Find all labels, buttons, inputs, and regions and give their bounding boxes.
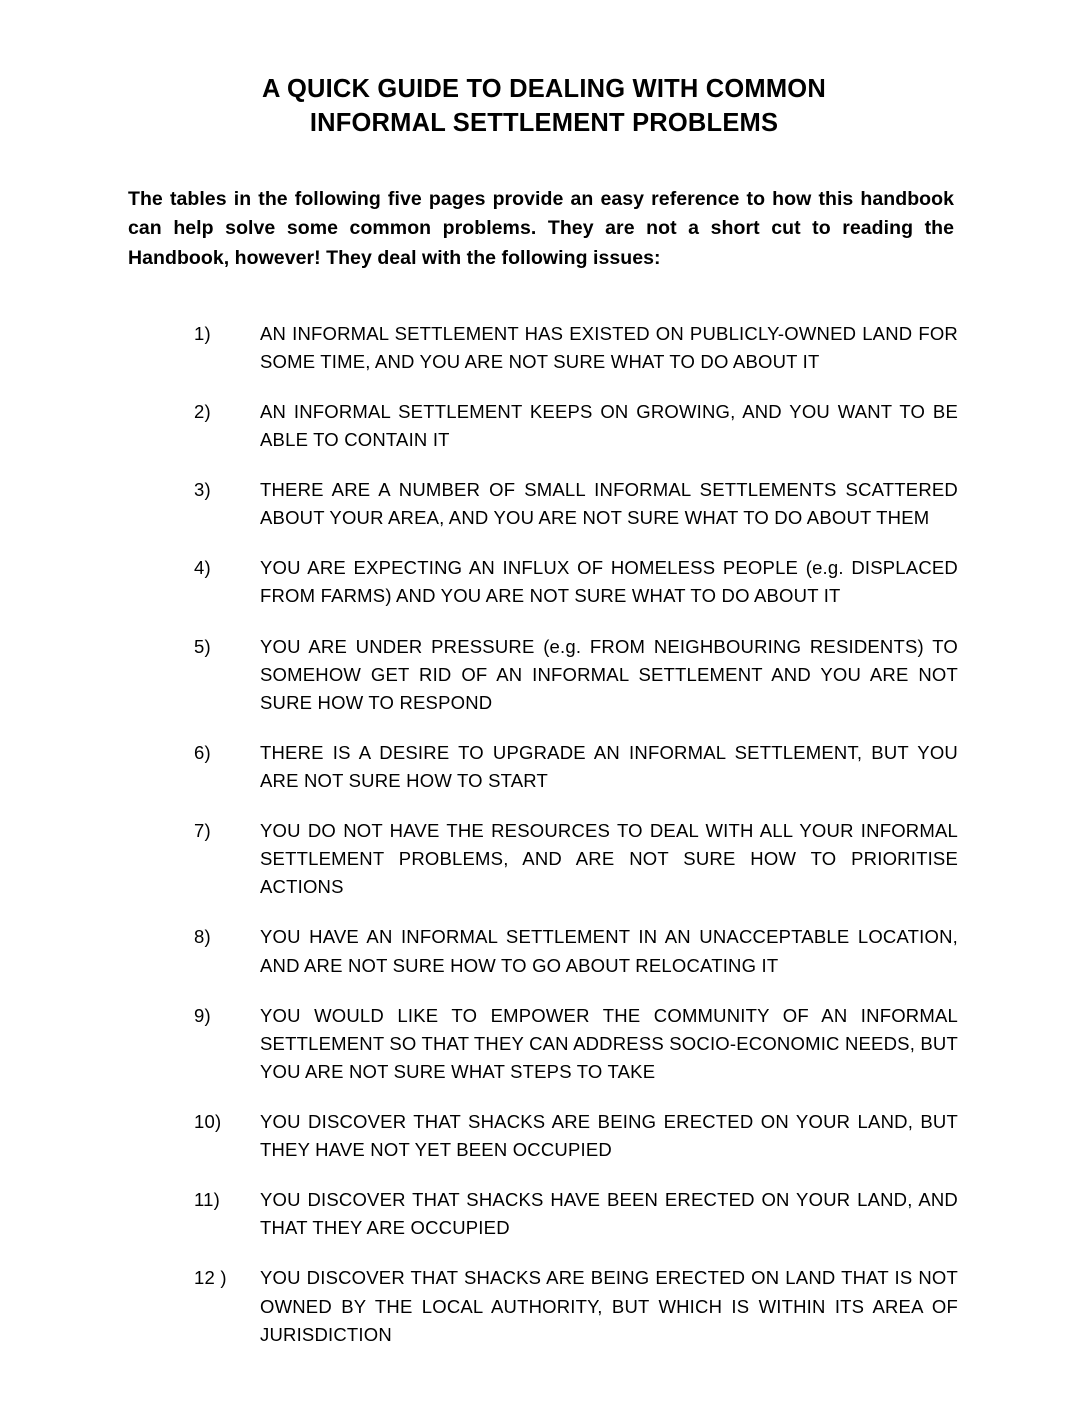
list-item-number: 8) <box>194 926 211 948</box>
page-title-line-1: A QUICK GUIDE TO DEALING WITH COMMON <box>262 75 826 103</box>
list-item <box>194 398 960 454</box>
list-item-text: THERE IS A DESIRE TO UPGRADE AN INFORMAL SETTLEMENT, BUT YOU ARE NOT SURE HOW TO START <box>260 741 958 792</box>
list-item <box>194 1002 960 1086</box>
list-item-number: 5) <box>194 635 211 657</box>
list-item-number: 10) <box>194 1111 222 1133</box>
list-item-text: THERE ARE A NUMBER OF SMALL INFORMAL SETTLEMENTS SCATTERED ABOUT YOUR AREA, AND YOU ARE NOT SURE WHAT TO DO ABOUT THEM <box>260 479 958 529</box>
list-item-text: YOU DISCOVER THAT SHACKS ARE BEING ERECTED ON LAND THAT IS NOT OWNED BY THE LOCAL AUTHORITY, BUT WHICH IS WITHIN ITS AREA OF JURISDICTION <box>260 1267 958 1345</box>
list-item-text: YOU ARE EXPECTING AN INFLUX OF HOMELESS PEOPLE (e.g. DISPLACED FROM FARMS) AND YOU ARE NOT SURE WHAT TO DO ABOUT IT <box>260 557 958 607</box>
list-item <box>194 1108 960 1164</box>
list-item-text: YOU ARE UNDER PRESSURE (e.g. FROM NEIGHBOURING RESIDENTS) TO SOMEHOW GET RID OF AN INFORMAL SETTLEMENT AND YOU ARE NOT SURE HOW TO RESPOND <box>260 635 958 713</box>
list-item-text: YOU HAVE AN INFORMAL SETTLEMENT IN AN UNACCEPTABLE LOCATION, AND ARE NOT SURE HOW TO GO ABOUT RELOCATING IT <box>260 926 958 976</box>
list-item <box>194 1264 960 1348</box>
list-item-number: 6) <box>194 741 211 763</box>
list-item-number: 1) <box>194 322 211 344</box>
page-title-line-2: INFORMAL SETTLEMENT PROBLEMS <box>309 109 779 138</box>
intro-paragraph: The tables in the following five pages provide an easy reference to how this handbook can help solve some common problems. They are not a short cut to reading the Handbook, however! They deal with the following issues: <box>128 187 954 270</box>
list-item-number: 2) <box>194 400 211 422</box>
list-item-text: YOU DISCOVER THAT SHACKS HAVE BEEN ERECTED ON YOUR LAND, AND THAT THEY ARE OCCUPIED <box>260 1189 958 1239</box>
list-item-number: 4) <box>194 557 211 579</box>
list-item-number: 11) <box>194 1189 220 1211</box>
list-item <box>194 320 960 376</box>
list-item <box>194 554 960 610</box>
list-item-text: AN INFORMAL SETTLEMENT HAS EXISTED ON PUBLICLY-OWNED LAND FOR SOME TIME, AND YOU ARE NOT SURE WHAT TO DO ABOUT IT <box>260 322 958 372</box>
list-item <box>194 739 960 795</box>
list-item <box>194 633 960 717</box>
list-item-number: 3) <box>194 479 211 501</box>
list-item-text: AN INFORMAL SETTLEMENT KEEPS ON GROWING, AND YOU WANT TO BE ABLE TO CONTAIN IT <box>260 400 958 451</box>
list-item-number: 9) <box>194 1004 211 1026</box>
list-item-number: 7) <box>194 820 211 842</box>
list-item <box>194 923 960 979</box>
page-title <box>128 72 960 141</box>
list-item-text: YOU DISCOVER THAT SHACKS ARE BEING ERECTED ON YOUR LAND, BUT THEY HAVE NOT YET BEEN OCCUPIED <box>260 1111 958 1161</box>
issues-list <box>128 320 960 1349</box>
list-item-text: YOU DO NOT HAVE THE RESOURCES TO DEAL WITH ALL YOUR INFORMAL SETTLEMENT PROBLEMS, AND ARE NOT SURE HOW TO PRIORITISE ACTIONS <box>260 820 958 898</box>
list-item <box>194 476 960 532</box>
list-item-text: YOU WOULD LIKE TO EMPOWER THE COMMUNITY OF AN INFORMAL SETTLEMENT SO THAT THEY CAN ADDRESS SOCIO-ECONOMIC NEEDS, BUT YOU ARE NOT SURE WHAT STEPS TO TAKE <box>260 1004 958 1082</box>
list-item-number: 12 ) <box>194 1267 227 1289</box>
list-item <box>194 1186 960 1242</box>
list-item <box>194 817 960 901</box>
